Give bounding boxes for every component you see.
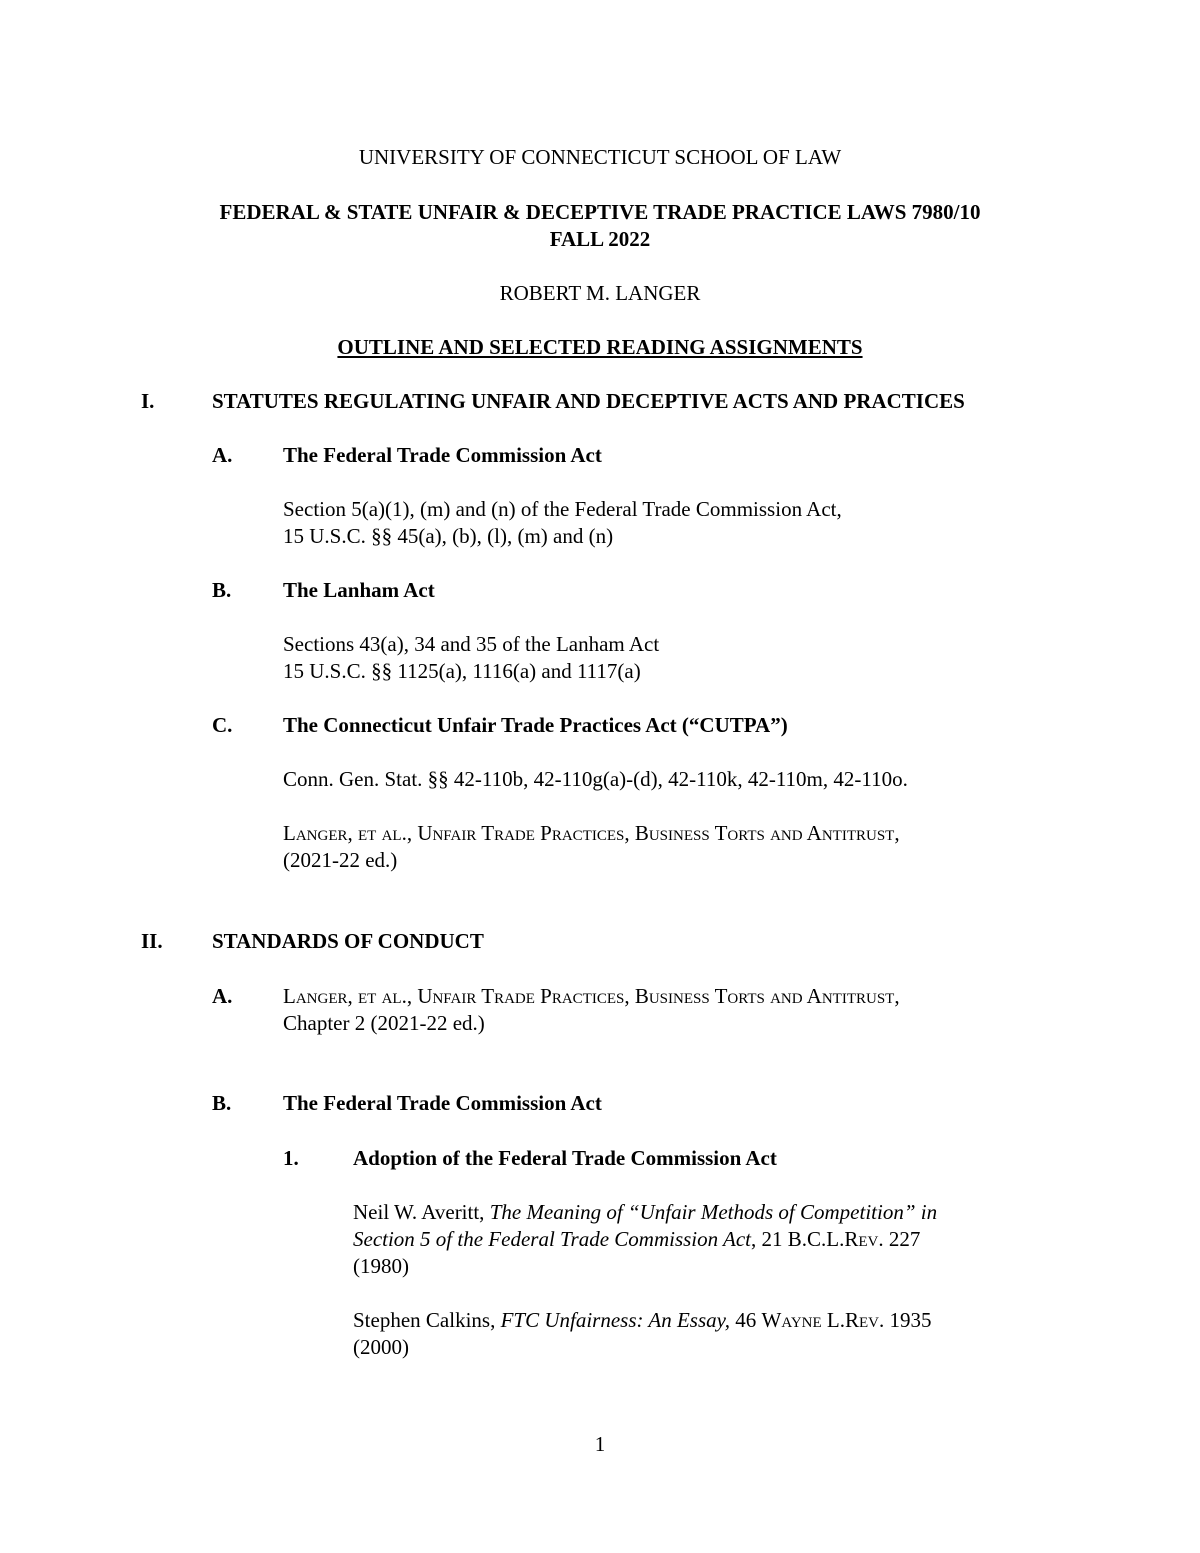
section-2a-number: A.: [212, 984, 233, 1008]
section-1c-number: C.: [212, 713, 233, 737]
section-1b-number: B.: [212, 578, 232, 602]
reference-2-volume: 46: [730, 1308, 762, 1332]
reference-1-page: 227: [883, 1227, 921, 1251]
section-2b-title: The Federal Trade Commission Act: [283, 1091, 602, 1115]
section-2a-book-line1: Langer, et al., Unfair Trade Practices, Business Torts and Antitrust,: [283, 984, 900, 1008]
section-1a-citation-line2: 15 U.S.C. §§ 45(a), (b), (l), (m) and (n): [283, 524, 614, 548]
section-1c-statute: Conn. Gen. Stat. §§ 42-110b, 42-110g(a)-(d), 42-110k, 42-110m, 42-110o.: [283, 767, 908, 791]
document-title: OUTLINE AND SELECTED READING ASSIGNMENTS: [337, 335, 863, 359]
reference-1-author: Neil W. Averitt,: [353, 1200, 490, 1224]
section-1c-book-line2: (2021-22 ed.): [283, 848, 398, 872]
section-2b1-title: Adoption of the Federal Trade Commission Act: [353, 1146, 777, 1170]
course-title: FEDERAL & STATE UNFAIR & DECEPTIVE TRADE PRACTICE LAWS 7980/10: [219, 200, 981, 224]
reference-1-year: (1980): [353, 1254, 409, 1278]
reference-1-title-part1: The Meaning of “Unfair Methods of Competition” in: [489, 1200, 938, 1224]
section-1b-citation-line1: Sections 43(a), 34 and 35 of the Lanham Act: [283, 632, 660, 656]
section-1a-title: The Federal Trade Commission Act: [283, 443, 602, 467]
section-1-number: I.: [141, 389, 155, 413]
reference-2-author: Stephen Calkins,: [353, 1308, 501, 1332]
section-1a-number: A.: [212, 443, 233, 467]
reference-1-title-part2: Section 5 of the Federal Trade Commission Act: [353, 1227, 751, 1251]
section-1c-title: The Connecticut Unfair Trade Practices Act (“CUTPA”): [283, 713, 788, 737]
section-1b-citation-line2: 15 U.S.C. §§ 1125(a), 1116(a) and 1117(a): [283, 659, 641, 683]
section-2-title: STANDARDS OF CONDUCT: [212, 929, 484, 953]
reference-1-volume: , 21: [751, 1227, 788, 1251]
school-name: UNIVERSITY OF CONNECTICUT SCHOOL OF LAW: [358, 145, 842, 169]
section-1b-title: The Lanham Act: [283, 578, 435, 602]
page-number: 1: [594, 1432, 606, 1456]
section-2b-number: B.: [212, 1091, 232, 1115]
reference-1-journal: B.C.L.Rev.: [787, 1227, 884, 1251]
section-2b1-number: 1.: [283, 1146, 299, 1170]
course-term: FALL 2022: [549, 227, 651, 251]
reference-2-line1: [353, 1307, 931, 1334]
reference-2-page: 1935: [884, 1308, 932, 1332]
instructor-name: ROBERT M. LANGER: [499, 281, 701, 305]
section-1a-citation-line1: Section 5(a)(1), (m) and (n) of the Federal Trade Commission Act,: [283, 497, 842, 521]
section-1c-book-line1: Langer, et al., Unfair Trade Practices, Business Torts and Antitrust,: [283, 821, 900, 845]
reference-1-line2: [353, 1226, 920, 1253]
reference-2-journal: Wayne L.Rev.: [761, 1308, 885, 1332]
reference-2-title: FTC Unfairness: An Essay,: [500, 1308, 731, 1332]
section-2a-book-line2: Chapter 2 (2021-22 ed.): [283, 1011, 485, 1035]
reference-2-year: (2000): [353, 1335, 409, 1359]
section-1-title: STATUTES REGULATING UNFAIR AND DECEPTIVE ACTS AND PRACTICES: [212, 389, 965, 413]
section-2-number: II.: [141, 929, 163, 953]
reference-1-line1: [353, 1199, 937, 1226]
